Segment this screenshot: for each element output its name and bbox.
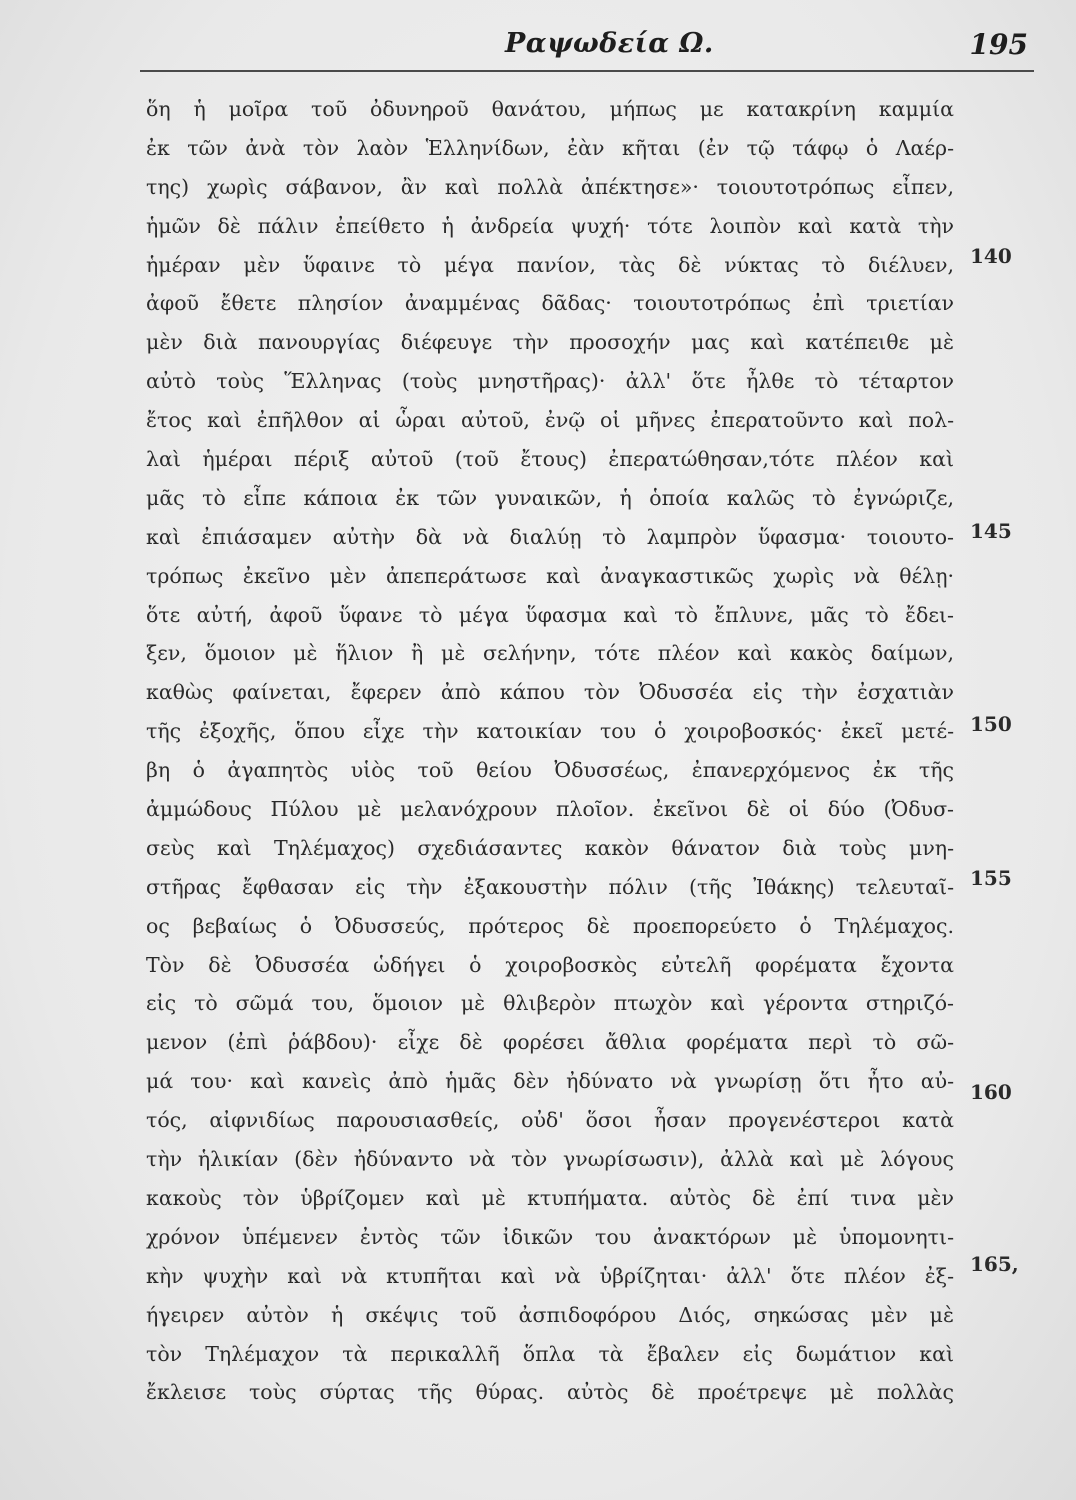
- text-line: ὅτε αὐτή, ἀφοῦ ὕφανε τὸ μέγα ὕφασμα καὶ τὸ ἔπλυνε, μᾶς τὸ ἔδει-: [146, 602, 954, 627]
- text-line: μενον (ἐπὶ ῥάβδου)· εἶχε δὲ φορέσει ἄθλια φορέματα περὶ τὸ σῶ-: [146, 1030, 954, 1055]
- text-line: ἀμμώδους Πύλου μὲ μελανόχρουν πλοῖον. ἐκεῖνοι δὲ οἱ δύο (Ὀδυσ-: [146, 797, 954, 822]
- text-line: ἐκ τῶν ἀνὰ τὸν λαὸν Ἑλληνίδων, ἐὰν κῆται (ἐν τῷ τάφῳ ὁ Λαέρ-: [146, 135, 954, 160]
- text-line: καὶ ἐπιάσαμεν αὐτὴν δὰ νὰ διαλύῃ τὸ λαμπρὸν ὕφασμα· τοιουτο-: [146, 524, 954, 549]
- text-line: εἰς τὸ σῶμά του, ὅμοιον μὲ θλιβερὸν πτωχὸν καὶ γέροντα στηριζό-: [146, 991, 954, 1016]
- text-line: τρόπως ἐκεῖνο μὲν ἀπεπεράτωσε καὶ ἀναγκαστικῶς χωρὶς νὰ θέλῃ·: [146, 563, 954, 588]
- text-line: μᾶς τὸ εἶπε κάποια ἐκ τῶν γυναικῶν, ἡ ὁποία καλῶς τὸ ἐγνώριζε,: [146, 485, 954, 510]
- text-line: τῆς ἐξοχῆς, ὅπου εἶχε τὴν κατοικίαν του ὁ χοιροβοσκός· ἐκεῖ μετέ-: [146, 719, 954, 744]
- text-line: ος βεβαίως ὁ Ὀδυσσεύς, πρότερος δὲ προεπορεύετο ὁ Τηλέμαχος.: [146, 913, 954, 938]
- text-line: κὴν ψυχὴν καὶ νὰ κτυπῆται καὶ νὰ ὑβρίζηται· ἀλλ' ὅτε πλέον ἐξ-: [146, 1263, 954, 1288]
- text-line: τός, αἰφνιδίως παρουσιασθείς, οὐδ' ὅσοι ἦσαν προγενέστεροι κατὰ: [146, 1108, 954, 1133]
- text-line: της) χωρὶς σάβανον, ἂν καὶ πολλὰ ἀπέκτησε»· τοιουτοτρόπως εἶπεν,: [146, 174, 954, 199]
- text-line: ἔκλεισε τοὺς σύρτας τῆς θύρας. αὐτὸς δὲ προέτρεψε μὲ πολλὰς: [146, 1380, 954, 1405]
- header-rule: [140, 70, 1034, 72]
- body-text: [146, 90, 954, 1412]
- text-line: ἔτος καὶ ἐπῆλθον αἱ ὧραι αὐτοῦ, ἐνῷ οἱ μῆνες ἐπερατοῦντο καὶ πολ-: [146, 408, 954, 433]
- text-line: σεὺς καὶ Τηλέμαχος) σχεδιάσαντες κακὸν θάνατον διὰ τοὺς μνη-: [146, 835, 954, 860]
- line-number-145: 145: [970, 519, 1012, 543]
- text-line: τὸν Τηλέμαχον τὰ περικαλλῆ ὅπλα τὰ ἔβαλεν εἰς δωμάτιον καὶ: [146, 1341, 954, 1366]
- text-line: αὐτὸ τοὺς Ἕλληνας (τοὺς μνηστῆρας)· ἀλλ' ὅτε ἦλθε τὸ τέταρτον: [146, 369, 954, 394]
- line-number-160: 160: [970, 1080, 1012, 1104]
- page-header: [140, 28, 1028, 72]
- text-line: ὅη ἡ μοῖρα τοῦ ὀδυνηροῦ θανάτου, μήπως με κατακρίνη καμμία: [146, 97, 954, 121]
- line-number-150: 150: [970, 712, 1012, 736]
- line-number-155: 155: [970, 866, 1012, 890]
- text-line: στῆρας ἔφθασαν εἰς τὴν ἐξακουστὴν πόλιν (τῆς Ἰθάκης) τελευταῖ-: [146, 874, 954, 899]
- line-number-140: 140: [970, 244, 1012, 268]
- text-line: Τὸν δὲ Ὀδυσσέα ὡδήγει ὁ χοιροβοσκὸς εὐτελῆ φορέματα ἔχοντα: [146, 952, 954, 977]
- line-number-165: 165,: [970, 1252, 1019, 1276]
- text-line: χρόνον ὑπέμενεν ἐντὸς τῶν ἰδικῶν του ἀνακτόρων μὲ ὑπομονητι-: [146, 1224, 954, 1249]
- text-line: μὲν διὰ πανουργίας διέφευγε τὴν προσοχήν μας καὶ κατέπειθε μὲ: [146, 330, 954, 355]
- page-number: 195: [969, 28, 1028, 61]
- running-title: Ραψωδεία Ω.: [505, 28, 714, 59]
- text-line: καθὼς φαίνεται, ἔφερεν ἀπὸ κάπου τὸν Ὀδυσσέα εἰς τὴν ἐσχατιὰν: [146, 680, 954, 705]
- text-line: ξεν, ὅμοιον μὲ ἥλιον ἢ μὲ σελήνην, τότε πλέον καὶ κακὸς δαίμων,: [146, 641, 954, 666]
- text-line: βη ὁ ἀγαπητὸς υἱὸς τοῦ θείου Ὀδυσσέως, ἐπανερχόμενος ἐκ τῆς: [146, 758, 954, 783]
- text-line: ἡμέραν μὲν ὕφαινε τὸ μέγα πανίον, τὰς δὲ νύκτας τὸ διέλυεν,: [146, 252, 954, 277]
- text-line: κακοὺς τὸν ὑβρίζομεν καὶ μὲ κτυπήματα. αὐτὸς δὲ ἐπί τινα μὲν: [146, 1185, 954, 1210]
- text-line: λαὶ ἡμέραι πέριξ αὐτοῦ (τοῦ ἔτους) ἐπερατώθησαν,τότε πλέον καὶ: [146, 447, 954, 472]
- text-line: ήγειρεν αὐτὸν ἡ σκέψις τοῦ ἀσπιδοφόρου Διός, σηκώσας μὲν μὲ: [146, 1302, 954, 1327]
- text-line: τὴν ἡλικίαν (δὲν ἠδύναντο νὰ τὸν γνωρίσωσιν), ἀλλὰ καὶ μὲ λόγους: [146, 1147, 954, 1172]
- text-line: ἀφοῦ ἔθετε πλησίον ἀναμμένας δᾶδας· τοιουτοτρόπως ἐπὶ τριετίαν: [146, 291, 954, 316]
- text-line: μά του· καὶ κανεὶς ἀπὸ ἡμᾶς δὲν ἠδύνατο νὰ γνωρίσῃ ὅτι ἦτο αὐ-: [146, 1069, 954, 1094]
- text-line: ἡμῶν δὲ πάλιν ἐπείθετο ἡ ἀνδρεία ψυχή· τότε λοιπὸν καὶ κατὰ τὴν: [146, 213, 954, 238]
